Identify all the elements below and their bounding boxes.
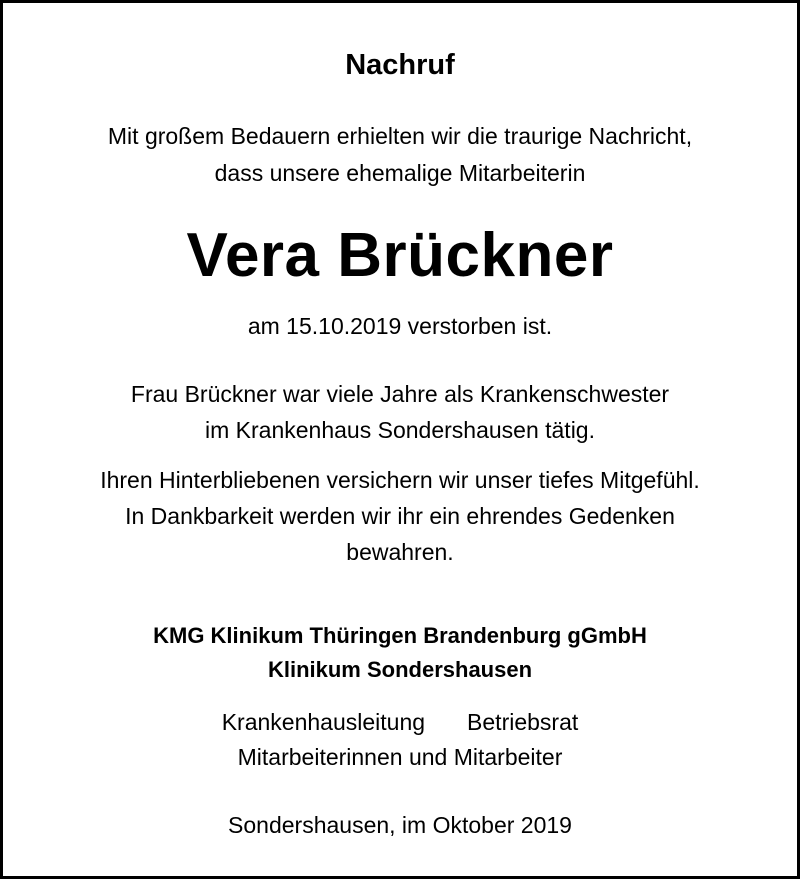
death-date-line: am 15.10.2019 verstorben ist. [247,313,553,339]
signer-works-council: Betriebsrat [467,709,579,735]
deceased-name: Vera Brückner [186,221,614,290]
condolence-line-2: In Dankbarkeit werden wir ihr ein ehrendes Gedenken [125,503,675,529]
place-and-date: Sondershausen, im Oktober 2019 [228,812,572,838]
intro-line-2: dass unsere ehemalige Mitarbeiterin [214,160,586,186]
signer-staff: Mitarbeiterinnen und Mitarbeiter [237,744,563,770]
condolence-line-3: bewahren. [346,539,454,565]
notice-heading: Nachruf [345,49,455,81]
organization-site: Klinikum Sondershausen [267,657,533,682]
signers-row [3,711,797,734]
career-line-2: im Krankenhaus Sondershausen tätig. [205,417,595,443]
organization-name: KMG Klinikum Thüringen Brandenburg gGmbH [153,623,647,648]
career-line-1: Frau Brückner war viele Jahre als Krankenschwester [130,381,670,407]
intro-line-1: Mit großem Bedauern erhielten wir die traurige Nachricht, [107,123,693,149]
signer-management: Krankenhausleitung [221,709,426,735]
condolence-line-1: Ihren Hinterbliebenen versichern wir unser tiefes Mitgefühl. [100,467,700,493]
